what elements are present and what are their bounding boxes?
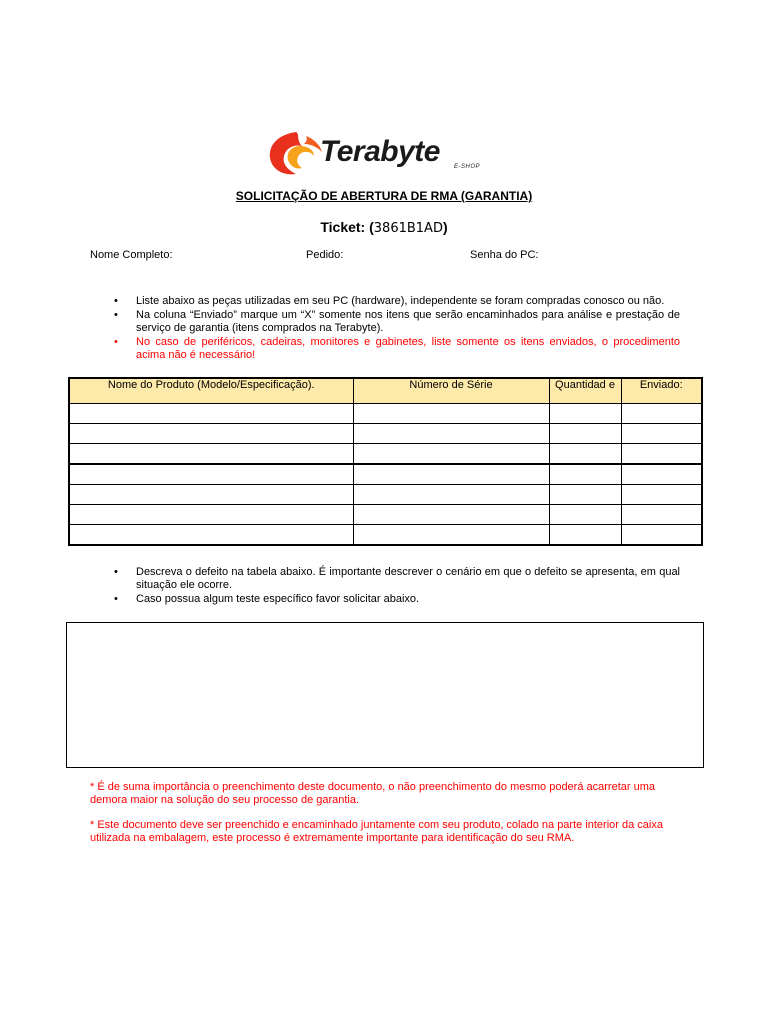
list-item: • Descreva o defeito na tabela abaixo. É importante descrever o cenário em que o defeito se apresenta, em qual situação ele ocorre. — [114, 566, 680, 591]
document-title: SOLICITAÇÃO DE ABERTURA DE RMA (GARANTIA) — [235, 189, 533, 203]
product-cell[interactable] — [69, 525, 353, 546]
instructions-list — [110, 295, 680, 363]
sent-cell[interactable] — [621, 525, 702, 546]
table-row — [69, 404, 702, 424]
products-table — [68, 377, 703, 546]
instruction-text: Liste abaixo as peças utilizadas em seu PC (hardware), independente se foram compradas conosco ou não. — [136, 295, 665, 307]
serial-cell[interactable] — [353, 464, 549, 485]
flame-icon — [266, 130, 326, 178]
product-cell[interactable] — [69, 404, 353, 424]
defect-instruction-text: Caso possua algum teste específico favor solicitar abaixo. — [136, 593, 420, 605]
quantity-cell[interactable] — [549, 424, 621, 444]
quantity-cell[interactable] — [549, 404, 621, 424]
ticket-label: Ticket: ( — [320, 219, 374, 235]
packaging-note: * Este documento deve ser preenchido e encaminhado juntamente com seu produto, colado na parte interior da caixa utilizada na embalagem, este processo é extremamente importante para identificação do seu RMA. — [90, 819, 663, 844]
defect-instruction-text: Descreva o defeito na tabela abaixo. É importante descrever o cenário em que o defeito se apresenta, em qual situação ele ocorre. — [136, 566, 680, 591]
table-row — [69, 444, 702, 465]
quantity-cell[interactable] — [549, 444, 621, 465]
quantity-cell[interactable] — [549, 485, 621, 505]
list-item: • Liste abaixo as peças utilizadas em seu PC (hardware), independente se foram compradas conosco ou não. — [114, 295, 665, 307]
product-cell[interactable] — [69, 464, 353, 485]
sent-cell[interactable] — [621, 464, 702, 485]
table-row — [69, 485, 702, 505]
table-header-row — [69, 378, 702, 404]
table-row — [69, 464, 702, 485]
quantity-cell[interactable] — [549, 525, 621, 546]
brand-subtitle: E-SHOP — [454, 164, 481, 170]
column-header-quantity: Quantidad e — [549, 378, 621, 404]
terabyte-logo — [266, 130, 506, 178]
sent-cell[interactable] — [621, 444, 702, 465]
brand-name: Terabyte — [320, 135, 440, 168]
list-item: • Caso possua algum teste específico favor solicitar abaixo. — [114, 593, 420, 605]
serial-cell[interactable] — [353, 444, 549, 465]
table-row — [69, 525, 702, 546]
ticket-code: 3861B1AD — [373, 221, 443, 236]
serial-cell[interactable] — [353, 404, 549, 424]
pc-password-field-label: Senha do PC: — [470, 249, 539, 261]
product-cell[interactable] — [69, 505, 353, 525]
sent-cell[interactable] — [621, 485, 702, 505]
sent-cell[interactable] — [621, 404, 702, 424]
column-header-serial: Número de Série — [353, 378, 549, 404]
product-cell[interactable] — [69, 485, 353, 505]
sent-cell[interactable] — [621, 505, 702, 525]
list-item: • No caso de periféricos, cadeiras, monitores e gabinetes, liste somente os itens enviados, o procedimento acima não é necessário! — [114, 336, 680, 361]
importance-note: * É de suma importância o preenchimento deste documento, o não preenchimento do mesmo poderá acarretar uma demora maior na solução do seu processo de garantia. — [90, 781, 655, 806]
serial-cell[interactable] — [353, 525, 549, 546]
sent-cell[interactable] — [621, 424, 702, 444]
quantity-cell[interactable] — [549, 464, 621, 485]
name-field-label: Nome Completo: — [90, 249, 173, 261]
defect-description-box[interactable] — [66, 622, 704, 768]
product-cell[interactable] — [69, 424, 353, 444]
serial-cell[interactable] — [353, 485, 549, 505]
quantity-cell[interactable] — [549, 505, 621, 525]
ticket-line — [0, 219, 768, 236]
defect-instructions-list — [110, 566, 680, 607]
instruction-text: Na coluna “Enviado” marque um “X” somente nos itens que serão encaminhados para análise e prestação de serviço de garantia (itens comprados na Terabyte). — [136, 309, 680, 334]
ticket-close: ) — [442, 219, 448, 235]
serial-cell[interactable] — [353, 505, 549, 525]
instruction-warning-text: No caso de periféricos, cadeiras, monitores e gabinetes, liste somente os itens enviados, o procedimento acima não é necessário! — [136, 336, 680, 361]
column-header-product: Nome do Produto (Modelo/Especificação). — [69, 378, 353, 404]
column-header-sent: Enviado: — [621, 378, 702, 404]
product-cell[interactable] — [69, 444, 353, 465]
table-row — [69, 424, 702, 444]
serial-cell[interactable] — [353, 424, 549, 444]
table-row — [69, 505, 702, 525]
order-field-label: Pedido: — [306, 249, 344, 261]
list-item: • Na coluna “Enviado” marque um “X” somente nos itens que serão encaminhados para análise e prestação de serviço de garantia (itens comprados na Terabyte). — [114, 309, 680, 334]
